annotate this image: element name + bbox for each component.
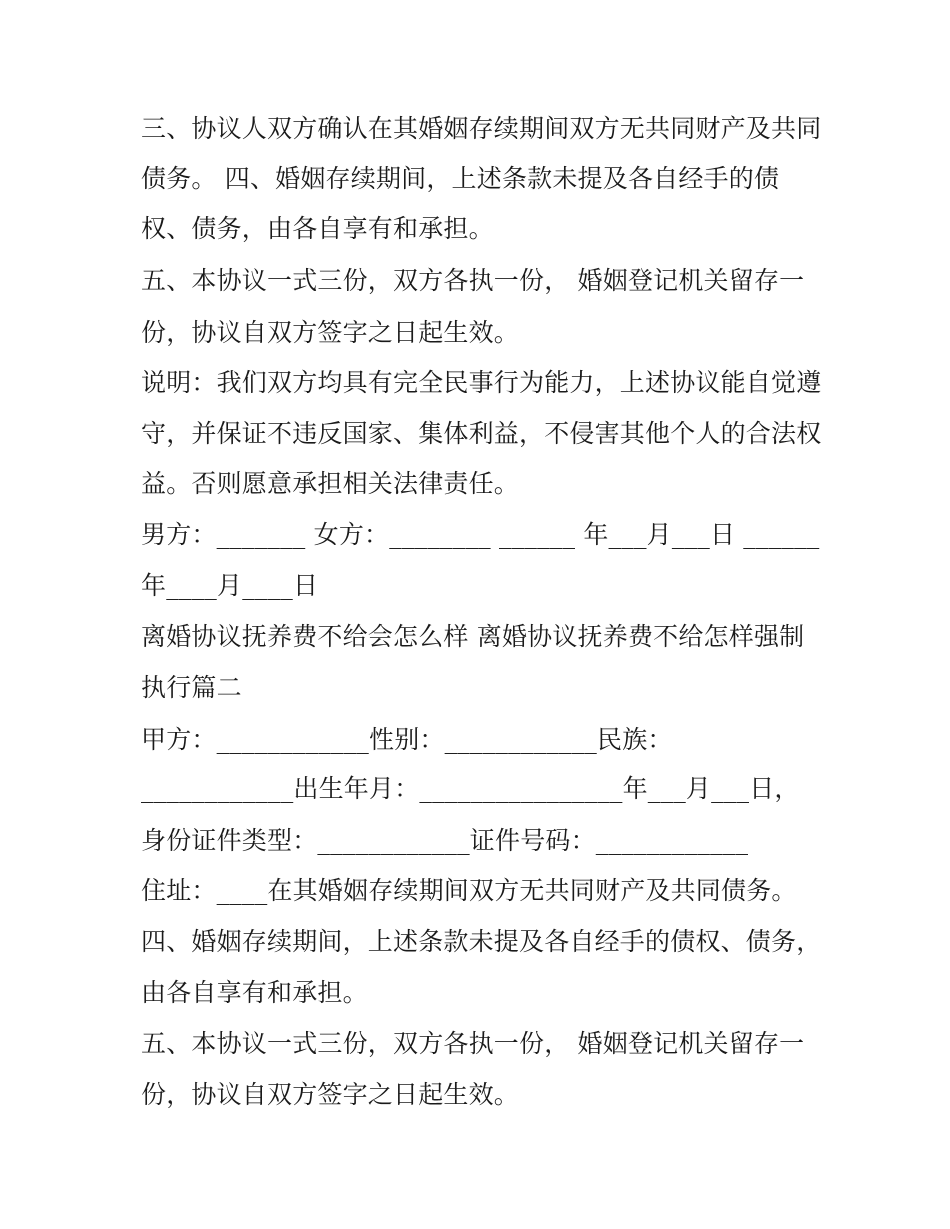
date-line: 年____月____日: [141, 571, 319, 600]
paragraph-line-19: 五、本协议一式三份，双方各执一份， 婚姻登记机关留存一: [141, 1029, 805, 1058]
paragraph-line-4: 五、本协议一式三份，双方各执一份， 婚姻登记机关留存一: [141, 266, 805, 295]
paragraph-line-17: 四、婚姻存续期间，上述条款未提及各自经手的债权、债务，: [141, 927, 822, 956]
id-type-line: 身份证件类型：____________证件号码：____________: [141, 826, 749, 855]
party-a-line: 甲方：____________性别：____________民族：: [141, 725, 673, 754]
paragraph-line-2: 债务。 四、婚姻存续期间，上述条款未提及各自经手的债: [141, 164, 780, 193]
paragraph-line-3: 权、债务，由各自享有和承担。: [141, 214, 494, 243]
birth-date-line: ____________出生年月：________________年___月___日，: [141, 774, 800, 803]
section-title-line-2: 执行篇二: [141, 673, 242, 702]
address-line: 住址：____在其婚姻存续期间双方无共同财产及共同债务。: [141, 876, 797, 905]
paragraph-line-1: 三、协议人双方确认在其婚姻存续期间双方无共同财产及共同: [141, 114, 822, 143]
signature-line: 男方：_______ 女方：________ ______ 年___月___日 ______: [141, 520, 820, 549]
paragraph-line-6: 说明：我们双方均具有完全民事行为能力，上述协议能自觉遵: [141, 368, 822, 397]
paragraph-line-7: 守，并保证不违反国家、集体利益，不侵害其他个人的合法权: [141, 419, 822, 448]
section-title-line-1: 离婚协议抚养费不给会怎么样 离婚协议抚养费不给怎样强制: [141, 622, 805, 651]
paragraph-line-20: 份，协议自双方签字之日起生效。: [141, 1080, 520, 1109]
paragraph-line-8: 益。否则愿意承担相关法律责任。: [141, 469, 520, 498]
paragraph-line-5: 份，协议自双方签字之日起生效。: [141, 318, 520, 347]
paragraph-line-18: 由各自享有和承担。: [141, 978, 368, 1007]
